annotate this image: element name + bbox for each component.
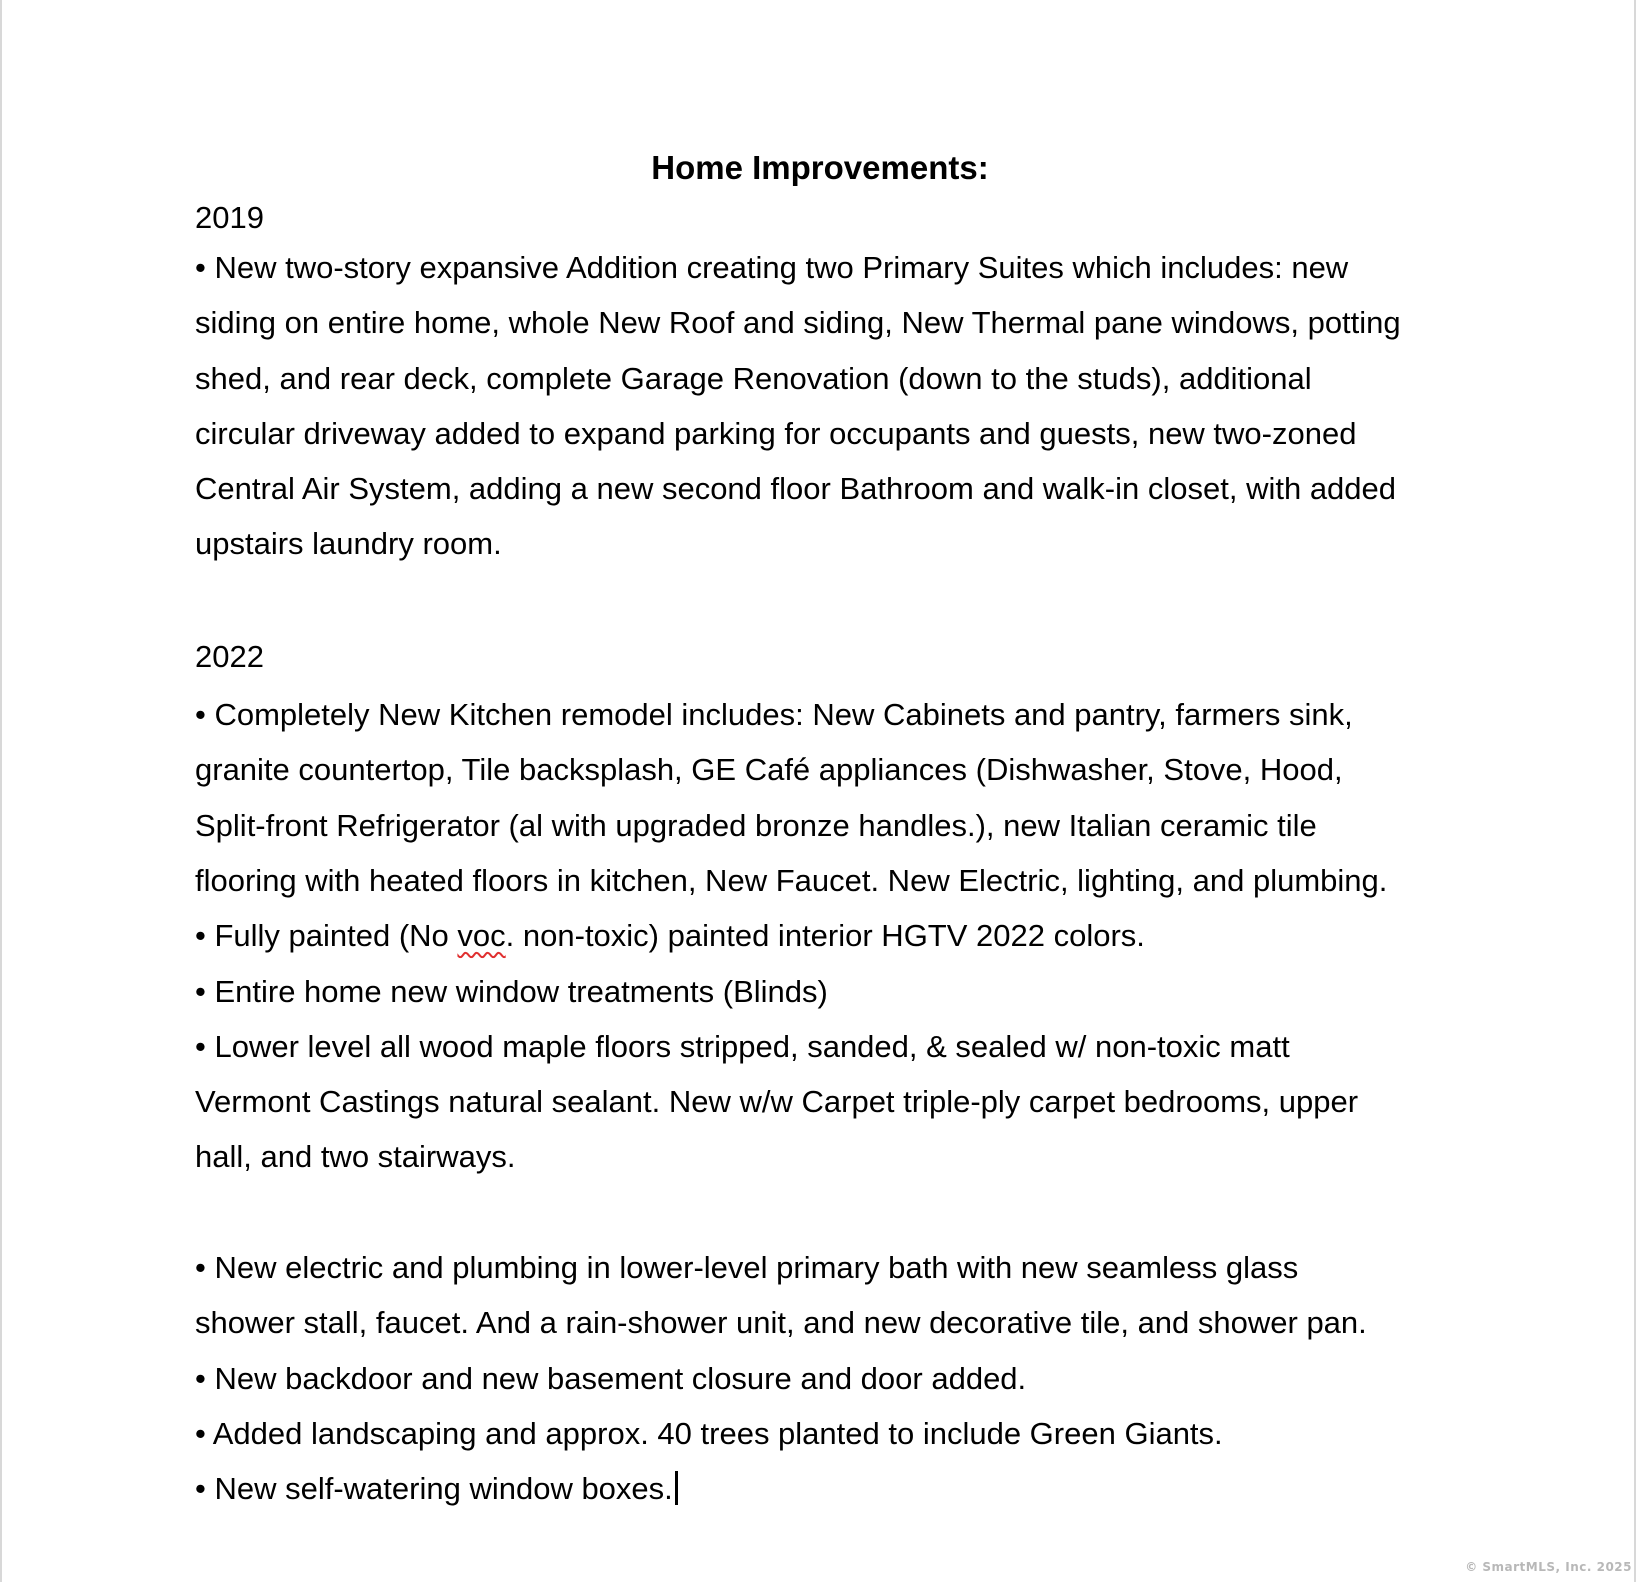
item-text: • New self-watering window boxes.: [195, 1471, 673, 1507]
section-year-2019: 2019: [195, 200, 264, 235]
document-title: Home Improvements:: [651, 149, 989, 186]
improvement-item: • New two-story expansive Addition creating two Primary Suites which includes: new siding on entire home, whole New Roof and siding, New Thermal pane windows, potting shed, and rear deck, complete Garage Renovation (down to the studs), additional circular driveway added to expand parking for occupants and guests, new two-zoned Central Air System, adding a new second floor Bathroom and walk-in closet, with added upstairs laundry room.: [195, 250, 1401, 562]
improvement-item: • New backdoor and new basement closure and door added.: [195, 1360, 1027, 1396]
item-text-prefix: • Fully painted (No: [195, 918, 458, 954]
watermark: © SmartMLS, Inc. 2025: [1465, 1560, 1632, 1574]
text-cursor: [675, 1471, 678, 1505]
document-body[interactable]: [195, 140, 1475, 1517]
improvement-item: • New electric and plumbing in lower-level primary bath with new seamless glass shower stall, faucet. And a rain-shower unit, and new decorative tile, and shower pan.: [195, 1250, 1367, 1341]
improvement-item: • Lower level all wood maple floors stripped, sanded, & sealed w/ non-toxic matt Vermont Castings natural sealant. New w/w Carpet triple-ply carpet bedrooms, upper hall, and two stairways.: [195, 1028, 1359, 1175]
improvement-item-last: [195, 1461, 1475, 1516]
item-text-suffix: . non-toxic) painted interior HGTV 2022 colors.: [505, 918, 1145, 954]
improvement-item: • Added landscaping and approx. 40 trees planted to include Green Giants.: [195, 1415, 1223, 1451]
improvement-item: [195, 908, 1475, 963]
section-year-2022: 2022: [195, 639, 264, 675]
blank-line: [195, 572, 1475, 627]
spellcheck-flagged-word[interactable]: voc: [457, 918, 506, 954]
improvement-item: • Entire home new window treatments (Blinds): [195, 973, 828, 1009]
improvement-item: • Completely New Kitchen remodel includes: New Cabinets and pantry, farmers sink, granite countertop, Tile backsplash, GE Café appliances (Dishwasher, Stove, Hood, Split-front Refrigerator (al with upgraded bronze handles.), new Italian ceramic tile flooring with heated floors in kitchen, New Faucet. New Electric, lighting, and plumbing.: [195, 697, 1388, 898]
blank-line: [195, 1185, 1475, 1240]
